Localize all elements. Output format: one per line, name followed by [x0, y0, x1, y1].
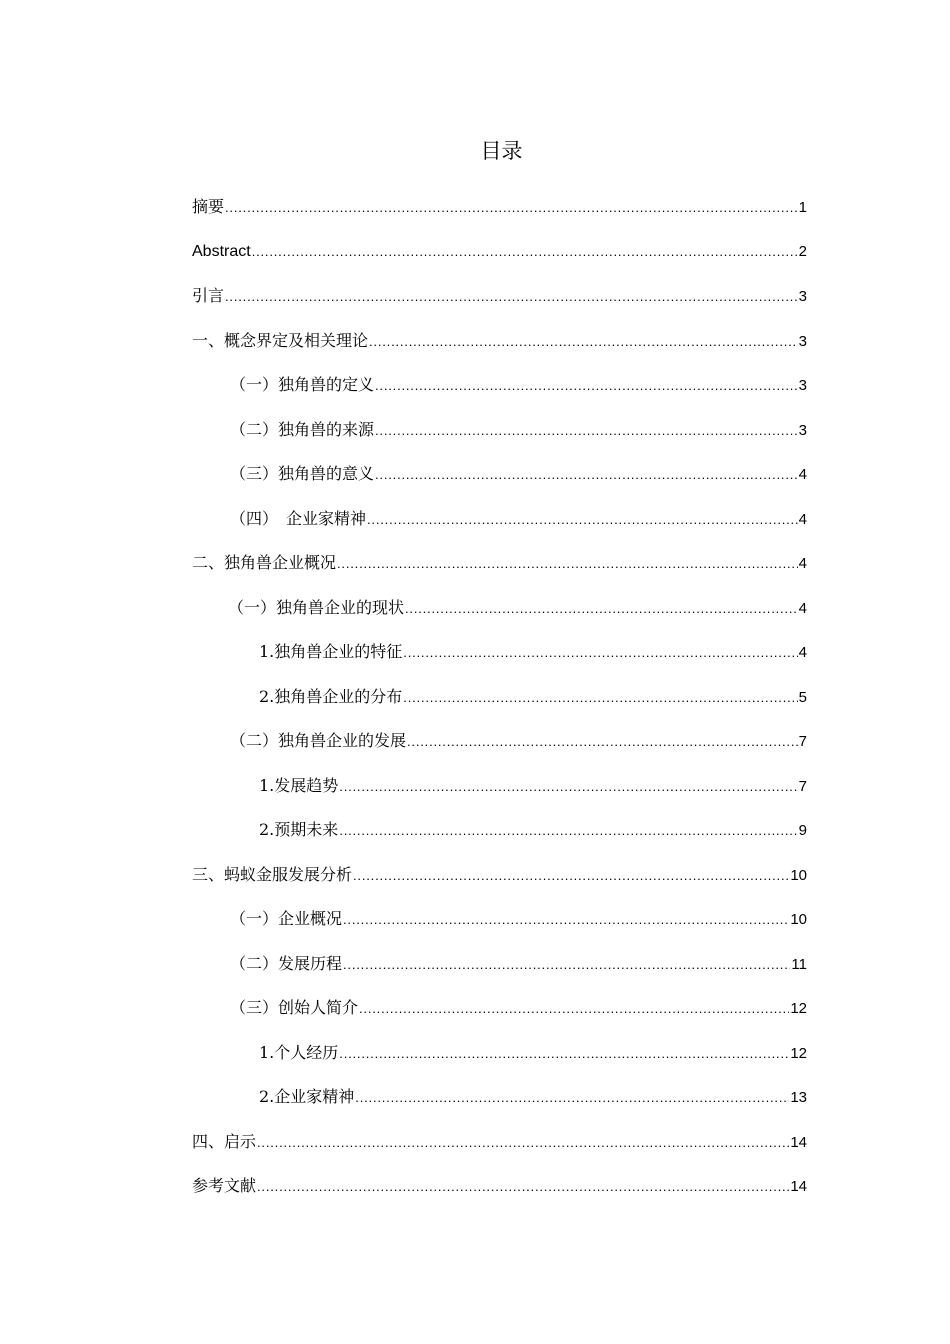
- dot-leader: [257, 1132, 789, 1154]
- toc-entry-section-3-1[interactable]: [192, 908, 807, 953]
- toc-entry-section-3-2[interactable]: [192, 953, 807, 998]
- toc-entry-page: 4: [798, 599, 807, 617]
- toc-entry-page: 12: [790, 1000, 807, 1017]
- toc-entry-page: 5: [798, 688, 807, 706]
- toc-entry-section-2-2[interactable]: [192, 730, 807, 775]
- dot-leader: [403, 642, 797, 664]
- toc-entry-label: 2.企业家精神: [259, 1087, 355, 1106]
- toc-entry-page: 4: [798, 644, 807, 661]
- dot-leader: [355, 1087, 789, 1109]
- toc-entry-section-2-1-2[interactable]: [192, 686, 807, 731]
- toc-entry-section-2-1-1[interactable]: [192, 641, 807, 686]
- toc-entry-section-2-2-2[interactable]: [192, 819, 807, 864]
- toc-entry-section-2-2-1[interactable]: [192, 775, 807, 820]
- toc-entry-label: 摘要: [192, 197, 225, 216]
- toc-entry-label: 二、独角兽企业概况: [192, 553, 337, 572]
- toc-entry-page: 7: [798, 777, 807, 795]
- toc-entry-page: 14: [790, 1133, 807, 1151]
- toc-entry-page: 3: [798, 377, 807, 394]
- toc-entry-label: （三）创始人简介: [230, 998, 359, 1017]
- dot-leader: [257, 1176, 789, 1198]
- dot-leader: [353, 865, 789, 887]
- toc-entry-page: 7: [798, 733, 807, 750]
- toc-entry-section-1-2[interactable]: [192, 419, 807, 464]
- dot-leader: [375, 464, 798, 486]
- dot-leader: [225, 286, 798, 308]
- dot-leader: [339, 1043, 789, 1065]
- toc-entry-label: 引言: [192, 286, 225, 305]
- toc-entry-page: 4: [798, 466, 807, 483]
- dot-leader: [337, 553, 798, 575]
- toc-entry-chapter-4[interactable]: [192, 1131, 807, 1176]
- dot-leader: [339, 776, 797, 798]
- toc-entry-page: 14: [790, 1178, 807, 1195]
- toc-entry-page: 1: [798, 199, 807, 216]
- toc-entry-introduction[interactable]: [192, 285, 807, 330]
- toc-entry-chapter-1[interactable]: [192, 330, 807, 375]
- dot-leader: [343, 909, 789, 931]
- toc-entry-label: （二）独角兽企业的发展: [230, 731, 407, 750]
- dot-leader: [403, 687, 797, 709]
- toc-entry-label: 2.预期未来: [259, 820, 339, 839]
- dot-leader: [225, 197, 798, 219]
- toc-entry-page: 3: [798, 421, 807, 439]
- toc-entry-abstract-cn[interactable]: [192, 196, 807, 241]
- toc-entry-page: 2: [798, 242, 807, 260]
- dot-leader: [367, 509, 798, 531]
- toc-entry-page: 11: [791, 955, 807, 973]
- dot-leader: [375, 375, 798, 397]
- toc-entry-page: 4: [798, 555, 807, 572]
- toc-entry-label: （一）独角兽的定义: [230, 375, 375, 394]
- toc-entry-chapter-3[interactable]: [192, 864, 807, 909]
- toc-entry-label: 1.发展趋势: [259, 775, 339, 795]
- toc-entry-section-3-3[interactable]: [192, 997, 807, 1042]
- toc-entry-label: （一）独角兽企业的现状: [228, 597, 405, 617]
- toc-entry-page: 13: [790, 1089, 807, 1106]
- toc-entry-section-1-3[interactable]: [192, 463, 807, 508]
- toc-entry-section-1-1[interactable]: [192, 374, 807, 419]
- toc-entry-section-3-3-2[interactable]: [192, 1086, 807, 1131]
- toc-entry-chapter-2[interactable]: [192, 552, 807, 597]
- toc-entry-label: 参考文献: [192, 1176, 257, 1195]
- toc-entry-page: 3: [798, 288, 807, 305]
- toc-entry-label: （二）发展历程: [230, 953, 343, 973]
- toc-title: 目录: [480, 139, 523, 163]
- toc-entry-label: 1.独角兽企业的特征: [259, 642, 403, 661]
- dot-leader: [359, 998, 789, 1020]
- toc-entry-label: （一）企业概况: [230, 909, 343, 928]
- toc-entry-label: 四、启示: [192, 1131, 257, 1151]
- dot-leader: [407, 731, 798, 753]
- table-of-contents: [192, 196, 807, 1220]
- dot-leader: [343, 954, 790, 976]
- toc-entry-section-3-3-1[interactable]: [192, 1042, 807, 1087]
- toc-entry-abstract-en[interactable]: [192, 241, 807, 286]
- toc-entry-page: 10: [790, 866, 807, 884]
- toc-entry-label: 三、蚂蚁金服发展分析: [192, 864, 353, 884]
- toc-entry-page: 12: [790, 1044, 807, 1062]
- toc-entry-page: 10: [790, 911, 807, 928]
- toc-entry-page: 3: [798, 332, 807, 350]
- toc-entry-label: 1.个人经历: [259, 1042, 339, 1062]
- toc-entry-references[interactable]: [192, 1175, 807, 1220]
- dot-leader: [252, 241, 798, 263]
- toc-entry-section-1-4[interactable]: [192, 508, 807, 553]
- toc-entry-label: Abstract: [192, 242, 251, 260]
- dot-leader: [405, 598, 798, 620]
- toc-entry-page: 9: [798, 822, 807, 839]
- toc-entry-label: 一、概念界定及相关理论: [192, 330, 369, 350]
- dot-leader: [339, 820, 797, 842]
- toc-entry-label: （四） 企业家精神: [230, 508, 367, 528]
- toc-entry-label: （三）独角兽的意义: [230, 464, 375, 483]
- toc-entry-page: 4: [798, 510, 807, 528]
- toc-entry-label: （二）独角兽的来源: [230, 419, 375, 439]
- toc-entry-label: 2.独角兽企业的分布: [259, 686, 403, 706]
- dot-leader: [369, 331, 798, 353]
- toc-entry-section-2-1[interactable]: [192, 597, 807, 642]
- dot-leader: [375, 420, 798, 442]
